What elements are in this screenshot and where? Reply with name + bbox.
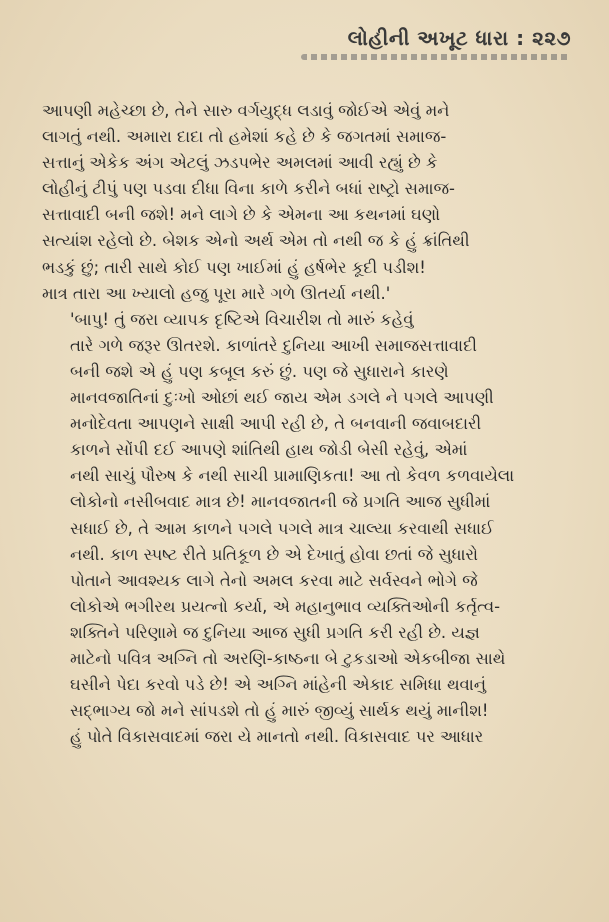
paragraph-1 (42, 98, 573, 307)
text-line: બની જશે એ હું પણ કબૂલ કરું છું. પણ જે સુધારાને કારણે (70, 361, 449, 381)
text-line: ભડકું છું; તારી સાથે કોઈ પણ ખાઈમાં હું હર્ષભેર કૂદી પડીશ! (42, 257, 426, 277)
text-line: શક્તિને પરિણામે જ દુનિયા આજ સુધી પ્રગતિ કરી રહી છે. યજ્ઞ (70, 622, 480, 642)
text-line: નથી. કાળ સ્પષ્ટ રીતે પ્રતિકૂળ છે એ દેખાતું હોવા છતાં જે સુધારો (70, 544, 479, 564)
text-line: માનવજાતિનાં દુઃખો ઓછાં થઈ જાય એમ ડગલે ને પગલે આપણી (70, 388, 494, 408)
text-line: 'બાપુ! તું જરા વ્યાપક દૃષ્ટિએ વિચારીશ તો મારું કહેવું (70, 309, 414, 329)
text-line: તારે ગળે જરૂર ઊતરશે. કાળાંતરે દુનિયા આખી સમાજસત્તાવાદી (70, 335, 477, 355)
text-line: માટેનો પવિત્ર અગ્નિ તો અરણિ-કાષ્ઠના બે ટુકડાઓ એકબીજા સાથે (70, 648, 506, 668)
text-line: કાળને સોંપી દઈ આપણે શાંતિથી હાથ જોડી બેસી રહેવું, એમાં (70, 440, 468, 460)
text-line: સત્યાંશ રહેલો છે. બેશક એનો અર્થ એમ તો નથી જ કે હું ક્રાંતિથી (42, 231, 470, 251)
text-line: પોતાને આવશ્યક લાગે તેનો અમલ કરવા માટે સર્વસ્વને ભોગે જે (70, 570, 478, 590)
text-line: હું પોતે વિકાસવાદમાં જરા યે માનતો નથી. વિકાસવાદ પર આધાર (70, 727, 484, 747)
text-line: સત્તાનું એકેક અંગ એટલું ઝડપભેર અમલમાં આવી રહ્યું છે કે (42, 153, 438, 173)
text-line: લાગતું નથી. અમારા દાદા તો હમેશાં કહે છે કે જગતમાં સમાજ- (42, 127, 447, 147)
text-line: મનોદેવતા આપણને સાક્ષી આપી રહી છે, તે બનવાની જવાબદારી (70, 414, 482, 434)
text-line: લોહીનું ટીપું પણ પડવા દીધા વિના કાળે કરીને બધાં રાષ્ટ્રો સમાજ- (42, 179, 455, 199)
page-header (301, 26, 571, 60)
paragraph-2 (42, 307, 573, 751)
text-line: સત્તાવાદી બની જશે! મને લાગે છે કે એમના આ કથનમાં ઘણો (42, 205, 441, 225)
text-line: લોકોનો નસીબવાદ માત્ર છે! માનવજાતની જે પ્રગતિ આજ સુધીમાં (70, 492, 491, 512)
text-line: સધાઈ છે, તે આમ કાળને પગલે પગલે માત્ર ચાલ્યા કરવાથી સધાઈ (70, 518, 494, 538)
text-line: આપણી મહેચ્છા છે, તેને સારુ વર્ગયુદ્ધ લડાવું જોઈએ એવું મને (42, 101, 450, 120)
text-line: સદ્‌ભાગ્ય જો મને સાંપડશે તો હું મારું જીવ્યું સાર્થક થયું માનીશ! (70, 701, 489, 721)
text-line: લોકોએ ભગીરથ પ્રયત્નો કર્યા, એ મહાનુભાવ વ્યક્તિઓની કર્તૃત્વ- (70, 596, 501, 616)
text-line: માત્ર તારા આ ખ્યાલો હજુ પૂરા મારે ગળે ઊતર્યા નથી.' (42, 283, 391, 303)
text-line: નથી સાચું પૌરુષ કે નથી સાચી પ્રામાણિકતા! આ તો કેવળ કળવાયેલા (70, 466, 515, 486)
running-head: લોહીની અખૂટ ધારા : ૨૨૭ (347, 26, 571, 50)
body-text (42, 98, 573, 750)
text-line: ઘસીને પેદા કરવો પડે છે! એ અગ્નિ માંહેની એકાદ સમિધા થવાનું (70, 675, 486, 695)
header-rule (301, 54, 571, 60)
